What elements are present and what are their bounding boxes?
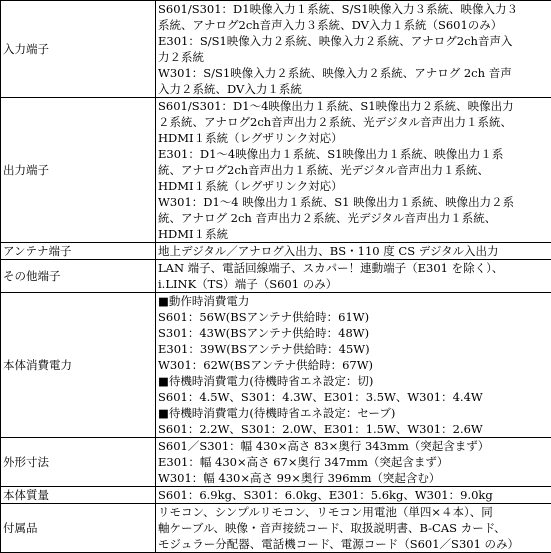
spec-label: アンテナ端子 [1, 243, 156, 260]
spec-value-line: S601：6.9kg、S301：6.0kg、E301：5.6kg、W301：9.0kg [158, 487, 549, 503]
spec-value-line: HDMI１系統（レグザリンク対応） [158, 178, 549, 194]
spec-value-line: 入力２系統、DV入力１系統 [158, 81, 549, 97]
spec-value-line: S601/S301：D1映像入力１系統、S/S1映像入力３系統、映像入力３ [158, 1, 549, 17]
spec-label: 出力端子 [1, 98, 156, 243]
spec-value [156, 260, 551, 293]
spec-value-line: S601：2.2W、S301：2.0W、E301：1.5W、W301：2.6W [158, 421, 549, 437]
spec-row [1, 487, 551, 504]
spec-label: 本体消費電力 [1, 293, 156, 438]
spec-value-line: S601：4.5W、S301：4.3W、E301：3.5W、W301：4.4W [158, 389, 549, 405]
spec-value [156, 487, 551, 504]
spec-value-line: E301：D1～4映像出力１系統、S1映像出力１系統、映像出力１系 [158, 146, 549, 162]
spec-value-line: W301：S/S1映像入力２系統、映像入力２系統、アナログ 2ch 音声 [158, 65, 549, 81]
spec-value-line: 地上デジタル／アナログ入出力、BS・110 度 CS デジタル入出力 [158, 243, 549, 259]
spec-row [1, 293, 551, 438]
spec-value-line: 軸ケーブル、映像・音声接続コード、取扱説明書、B-CAS カード、 [158, 520, 549, 536]
spec-value-line: 統、アナログ 2ch 音声出力２系統、光デジタル音声出力１系統、 [158, 210, 549, 226]
spec-value-line: LAN 端子、電話回線端子、スカパー！連動端子（E301 を除く）、 [158, 260, 549, 276]
spec-value [156, 504, 551, 553]
spec-value-line: 統、アナログ2ch音声出力１系統、光デジタル音声出力１系統、 [158, 162, 549, 178]
spec-value-line: E301：幅 430×高さ 67×奥行 347mm（突起含まず） [158, 454, 549, 470]
spec-value-line: S301：43W(BSアンテナ供給時：48W) [158, 325, 549, 341]
spec-row [1, 438, 551, 487]
spec-label: 入力端子 [1, 1, 156, 98]
spec-label: 付属品 [1, 504, 156, 553]
spec-value-line: ■待機時消費電力(待機時省エネ設定：セーブ) [158, 405, 549, 421]
spec-value-line: S601／S301：幅 430×高さ 83×奥行 343mm（突起含まず） [158, 438, 549, 454]
spec-value-line: 力２系統 [158, 49, 549, 65]
spec-value-line: S601：56W(BSアンテナ供給時：61W) [158, 309, 549, 325]
spec-row [1, 243, 551, 260]
spec-value-line: ２系統、アナログ2ch音声出力２系統、光デジタル音声出力１系統、 [158, 114, 549, 130]
spec-value [156, 243, 551, 260]
spec-row [1, 260, 551, 293]
spec-value-line: ■動作時消費電力 [158, 293, 549, 309]
spec-value-line: 系統、アナログ2ch音声入力３系統、DV入力１系統（S601のみ） [158, 17, 549, 33]
spec-value-line: リモコン、シンプルリモコン、リモコン用電池（単四×４本）、同 [158, 504, 549, 520]
spec-value-line: W301：D1～4 映像出力１系統、S1 映像出力１系統、映像出力２系 [158, 194, 549, 210]
spec-value-line: モジュラー分配器、電話機コード、電源コード（S601／S301 のみ） [158, 536, 549, 552]
spec-value-line: W301：62W(BSアンテナ供給時：67W) [158, 357, 549, 373]
spec-value-line: E301：S/S1映像入力２系統、映像入力２系統、アナログ2ch音声入 [158, 33, 549, 49]
spec-value [156, 1, 551, 98]
spec-value-line: S601/S301：D1～4映像出力１系統、S1映像出力２系統、映像出力 [158, 98, 549, 114]
spec-row [1, 504, 551, 553]
spec-value-line: E301：39W(BSアンテナ供給時：45W) [158, 341, 549, 357]
spec-value-line: i.LINK（TS）端子（S601 のみ） [158, 276, 549, 292]
spec-value [156, 293, 551, 438]
spec-value-line: ■待機時消費電力(待機時省エネ設定：切) [158, 373, 549, 389]
spec-value [156, 98, 551, 243]
spec-value-line: HDMI１系統 [158, 226, 549, 242]
spec-table-body [1, 1, 551, 553]
spec-value-line: W301：幅 430×高さ 99×奥行 396mm（突起含む） [158, 470, 549, 486]
spec-value [156, 438, 551, 487]
spec-label: その他端子 [1, 260, 156, 293]
spec-row [1, 1, 551, 98]
spec-label: 本体質量 [1, 487, 156, 504]
spec-value-line: HDMI１系統（レグザリンク対応） [158, 130, 549, 146]
spec-label: 外形寸法 [1, 438, 156, 487]
spec-row [1, 98, 551, 243]
